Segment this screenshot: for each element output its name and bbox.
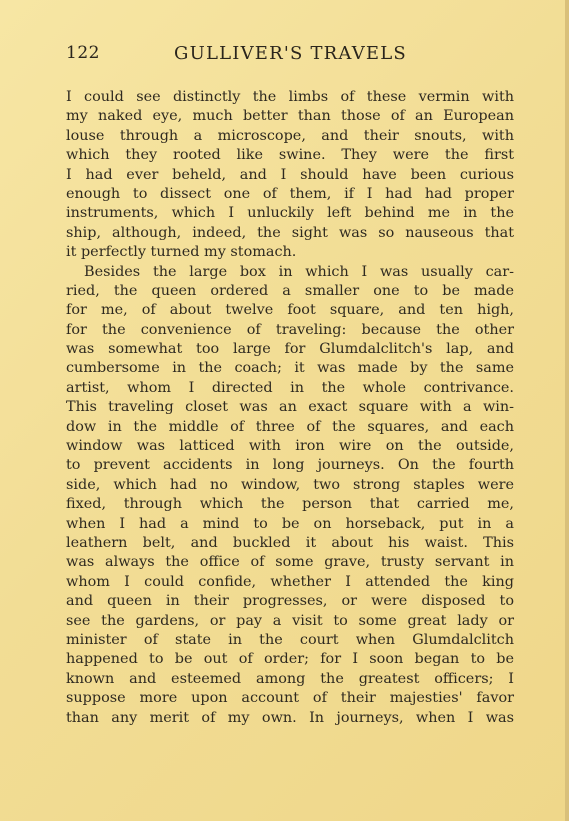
text-line: was somewhat too large for Glumdalclitch's lap, and	[66, 341, 514, 358]
text-line: for me, of about twelve foot square, and ten high,	[66, 302, 514, 319]
text-line: see the gardens, or pay a visit to some great lady or	[66, 612, 514, 629]
page-header	[66, 43, 506, 67]
body-text	[66, 88, 514, 728]
text-line: whom I could confide, whether I attended the king	[66, 573, 514, 590]
text-line: suppose more upon account of their majesties' favor	[66, 690, 514, 707]
text-line: instruments, which I unluckily left behind me in the	[66, 205, 514, 222]
text-line: I could see distinctly the limbs of these vermin with	[66, 89, 514, 105]
text-line: and queen in their progresses, or were disposed to	[66, 593, 514, 610]
page-edge	[565, 0, 569, 821]
text-line: louse through a microscope, and their snouts, with	[66, 127, 514, 144]
text-line: cumbersome in the coach; it was made by the same	[66, 360, 514, 377]
text-line: fixed, through which the person that carried me,	[66, 496, 514, 513]
text-line: leathern belt, and buckled it about his waist. This	[66, 534, 514, 551]
text-line: enough to dissect one of them, if I had had proper	[66, 185, 514, 202]
text-line: to prevent accidents in long journeys. On the fourth	[66, 457, 514, 474]
text-line: my naked eye, much better than those of an European	[66, 108, 514, 125]
text-line: ried, the queen ordered a smaller one to be made	[66, 282, 514, 299]
text-line: dow in the middle of three of the squares, and each	[66, 418, 514, 435]
page-number: 122	[66, 43, 100, 63]
text-line: Besides the large box in which I was usually car-	[84, 263, 514, 280]
running-head: GULLIVER'S TRAVELS	[174, 43, 407, 64]
text-line: minister of state in the court when Glumdalclitch	[66, 631, 514, 648]
text-line: than any merit of my own. In journeys, when I was	[66, 709, 514, 726]
text-line: when I had a mind to be on horseback, put in a	[66, 515, 514, 532]
text-line: it perfectly turned my stomach.	[66, 244, 297, 261]
text-line: This traveling closet was an exact square with a win-	[66, 399, 514, 416]
text-line: ship, although, indeed, the sight was so nauseous that	[66, 224, 514, 241]
text-line: artist, whom I directed in the whole contrivance.	[66, 379, 514, 396]
text-line: window was latticed with iron wire on the outside,	[66, 438, 514, 455]
text-line: I had ever beheld, and I should have been curious	[66, 166, 514, 183]
text-line: side, which had no window, two strong staples were	[66, 476, 514, 493]
text-line: known and esteemed among the greatest officers; I	[66, 670, 514, 687]
text-line: for the convenience of traveling: because the other	[66, 321, 514, 338]
text-line: which they rooted like swine. They were the first	[66, 147, 514, 164]
text-line: happened to be out of order; for I soon began to be	[66, 651, 514, 668]
text-line: was always the office of some grave, trusty servant in	[66, 554, 514, 571]
